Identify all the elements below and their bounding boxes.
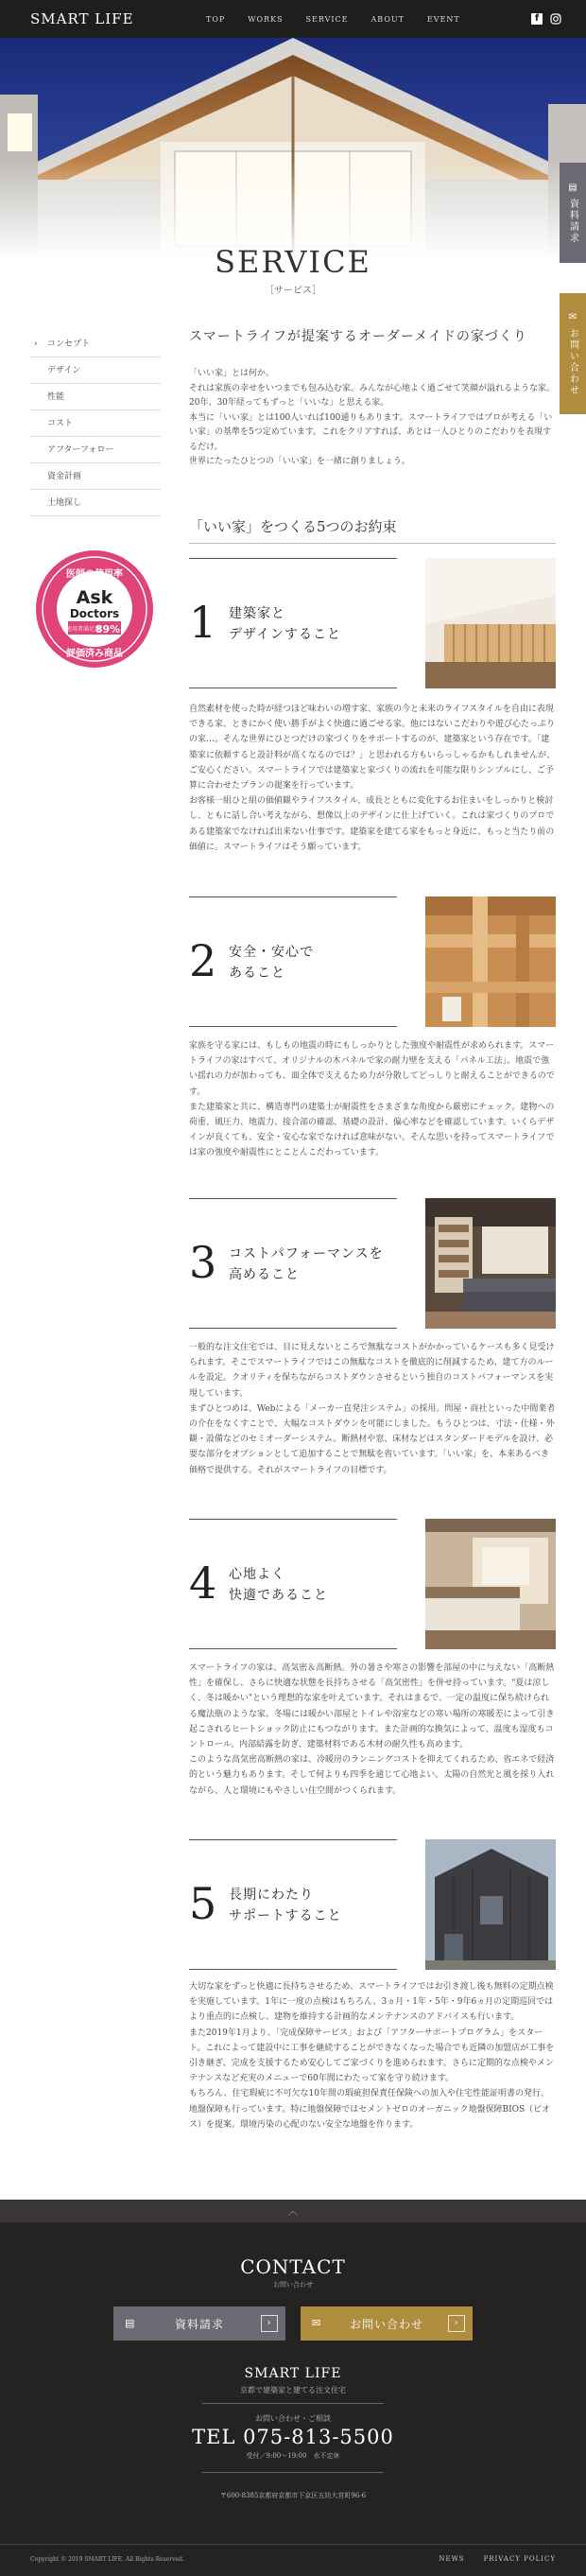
divider [189,1648,397,1649]
promise-number: 2 [189,935,217,986]
body-paragraph: 自然素材を使った時が経つほど味わいの増す家、家族の今と未来のライフスタイルを自由に表現できる家、ときにかく使い勝手がよく快適に過ごせる家。他にはないこだわりや遊び心たっぷりの家…。そんな世界にひとつだけの家づくりをサポートするのが、建築家という存在です。「建築家に依頼すると設計料が高くなるのでは？」と思われる方もいらっしゃるかもしれませんが、ご安心ください。スマートライフでは建築家と家づくりの流れを可能な限りシンプルにし、ご予算に合わせたプランの提案を行っています。 [189,705,556,792]
document-icon: ▤ [125,2317,136,2329]
nav-service[interactable]: SERVICE [305,14,349,24]
badge-bottom-text: 評価済み商品 [66,649,123,659]
sidebar-item-funding[interactable]: 資金計画 [30,463,161,490]
lead-paragraph: 世界にたったひとつの「いい家」を一緒に創りましょう。 [189,457,410,466]
promise-2-photo [425,896,556,1027]
promise-3-body [189,1340,556,1478]
promise-title-line-1: 建築家と [229,606,285,621]
footer-links [439,2555,556,2563]
promise-1-photo [425,558,556,688]
mail-icon: ✉ [568,311,577,322]
lead-text [189,367,556,470]
promise-title-line-2: 快適であること [229,1588,328,1603]
footer-tagline: 京都で建築家と建てる注文住宅 [240,2386,346,2394]
site-header [0,0,586,38]
footer-link-news[interactable]: NEWS [439,2555,465,2563]
divider [202,2472,384,2473]
promise-heading: 「いい家」をつくる5つのお約束 [189,516,556,544]
badge-name-1: Ask [76,587,113,608]
document-icon: ▤ [568,182,577,193]
footer-bottom-bar [0,2544,586,2576]
body-paragraph: スマートライフの家は、高気密＆高断熱。外の暑さや寒さの影響を部屋の中に与えない「高断熱性」を確保し、さらに快適な状態を長持ちさせる「高気密性」を併せ持っています。"夏は涼しく、冬は暖かい"という理想的な家を叶えています。それはまるで、一定の温度に保ち続けられる魔法瓶のような家。冬場には暖かい部屋とトイレや浴室などの寒い場所の寒暖差によって引き起こされるヒートショック防止にもつながります。また計画的な換気によって、温度も湿度もコントロール。内部結露を防ぎ、建築材料である木材の耐久性も高めます。 [189,1663,555,1750]
promise-3-header [189,1198,556,1331]
promise-number: 1 [189,597,217,648]
badge-rate-label: 使用者満足度 [65,626,101,633]
body-paragraph: 大切な家をずっと快適に長持ちさせるため、スマートライフではお引き渡し後も無料の定期点検を実施しています。1年に一度の点検はもちろん、3ヵ月・1年・5年・9年6ヵ月の定期巡回ではより重点的に点検し、建物を維持する計画的なメンテナンスのアドバイスも行います。 [189,1982,554,2023]
body-paragraph: お客様一組ひと組の価値観やライフスタイル、成長とともに変化するお住まいをしっかりと検討し、ともに話し合い考えながら、想像以上のデザインに仕上げていく。これは家づくりのプロである建築家でなければ出来ない仕事です。建築家を建てる家をもっと身近に、もっと当たり前の価値に。スマートライフはそう願っています。 [189,796,555,852]
promise-title-line-1: 長期にわたり [229,1888,314,1903]
inquiry-side-tab-label: お問い合わせ [567,327,578,396]
promise-5-header [189,1839,556,1972]
promise-5-body [189,1979,556,2132]
main-nav [200,15,483,24]
promise-number: 3 [189,1237,217,1288]
body-paragraph: まずひとつめは、Webによる「メーカー直発注システム」の採用。問屋・商社といった中間業者の介在をなくすことで、大幅なコストダウンを可能にしました。もうひとつは、寸法・仕様・外観・設備などのセミオーダーシステム。断熱材や窓、床材などはスタンダードモデルを設け、必要な部分をオプションとして追加することで無駄を省いています。「いい家」を、本来あるべき価格で提供する。それがスマートライフの目標です。 [189,1403,556,1475]
facebook-icon[interactable]: f [531,13,543,25]
body-paragraph: もちろん、住宅瑕疵に不可欠な10年間の瑕疵担保責任保険への加入や住宅性能証明書の発行、地盤保障も行っています。特に地盤保障ではセメントゼロのオーガニック地盤保障BIOS（ビオス）を提案。環境汚染の心配のない安全な地盤を作ります。 [189,2089,551,2130]
tel-label: お問い合わせ・ご相談 [255,2414,331,2423]
body-paragraph: 家族を守る家には、もしもの地震の時にもしっかりとした強度や耐震性が求められます。スマートライフの家はすべて、オリジナルの木パネルで家の耐力壁を支える「パネル工法」。地震で強い揺れの力が加わっても、面全体で支えるため力が分散してどっしりと耐えることができるのです。 [189,1041,555,1097]
badge-name-2: Doctors [69,607,120,620]
promise-2-header [189,896,556,1029]
footer-link-privacy[interactable]: PRIVACY POLICY [483,2555,556,2563]
page-top-button[interactable]: ︿ [0,2200,586,2222]
promise-number: 4 [189,1558,217,1609]
sidebar-item-concept[interactable]: › コンセプト [30,331,161,357]
divider [189,1839,397,1840]
promise-title-line-2: あること [229,966,285,981]
lead-paragraph: 本当に「いい家」とは100人いれば100通りもあります。スマートライフではプロが考える「いい家」の基準を5つ定めています。これをクリアすれば、あとは一人ひとりのこだわりを表現するだけ。 [189,412,553,452]
promise-title-line-1: 安全・安心で [229,945,314,960]
sidebar-nav [30,331,161,516]
instagram-icon[interactable] [550,13,561,25]
badge-rate: 89% [95,623,121,635]
promise-1-body [189,702,556,855]
site-logo[interactable]: SMART LIFE [30,10,134,27]
promise-2-body [189,1038,556,1161]
divider [189,896,397,897]
promise-title-line-2: サポートすること [229,1908,342,1923]
footer-logo[interactable]: SMART LIFE [244,2366,342,2381]
promise-3-photo [425,1198,556,1329]
nav-event[interactable]: EVENT [426,14,460,24]
sidebar-item-cost[interactable]: コスト [30,410,161,437]
chevron-right-icon: › [448,2315,465,2332]
inquiry-side-tab[interactable] [560,293,586,414]
inquiry-button-label: お問い合わせ [349,2317,423,2331]
ask-doctors-badge[interactable] [34,548,155,670]
chevron-right-icon: › [261,2315,278,2332]
phone-number[interactable]: TEL 075-813-5500 [192,2426,394,2448]
address: 〒600-8385京都府京都市下京区五坊大宮町96-6 [219,2492,367,2499]
sidebar-item-land[interactable]: 土地探し [30,490,161,516]
promise-number: 5 [189,1878,217,1929]
promise-4-photo [425,1519,556,1649]
body-paragraph: また建築家と共に、構造専門の建築士が耐震性をさまざまな角度から厳密にチェック。建物への荷重、風圧力、地震力、接合部の確認、基礎の設計、偏心率などを確認しています。いくらデザインが良くても、安全・安心な家でなければ意味がない。そんな思いを持ってスマートライフでは家の強度や耐震性にとことんこだわっています。 [189,1102,555,1158]
business-hours: 受付／9:00〜19:00 水不定休 [246,2452,340,2460]
promise-title-line-1: 心地よく [229,1567,285,1582]
promise-4-header [189,1519,556,1651]
nav-works[interactable]: WORKS [248,14,284,24]
social-links [531,13,561,25]
brochure-side-tab-label: 資料請求 [567,198,578,244]
inquiry-button[interactable] [301,2306,473,2341]
promise-title-line-2: デザインすること [229,627,342,642]
body-paragraph: また2019年1月より、「完成保障サービス」および「アフターサポートプログラム」をスタート。これによって建設中に工事を継続することができなくなった場合でも近隣の加盟店が工事を引き継ぎ、完成を支援するため安心してご家づくりを進められます。さらに定期的な点検やメンテナンスなど充実のメニューで60年間にわたって家を守り続けます。 [189,2028,555,2084]
hero-image [0,38,586,260]
promise-4-body [189,1661,556,1799]
badge-top-text: 医師の使用率 [66,569,123,580]
divider [189,1519,397,1520]
sidebar-item-performance[interactable]: 性能 [30,384,161,410]
promise-1-header [189,558,556,690]
mail-icon: ✉ [312,2317,322,2329]
promise-5-photo [425,1839,556,1970]
divider [189,1328,397,1329]
body-paragraph: 一般的な注文住宅では、目に見えないところで無駄なコストがかかっているケースも多く見受けられます。そこでスマートライフではこの無駄なコストを徹底的に削減するため、建て方のルールを設定。クオリティを保ちながらコストダウンさせるという独自のコストパフォーマンスを実現しています。 [189,1343,555,1399]
contact-subtitle: お問い合わせ [273,2281,313,2289]
divider [189,558,397,559]
divider [189,1026,397,1027]
body-paragraph: このような高気密高断熱の家は、冷暖房のランニングコストを抑えてくれるため、省エネで経済的という魅力もあります。そして何よりも四季を通じて心地よい。太陽の自然光と風を採り入れながら、人と環境にもやさしい住空間がつくられます。 [189,1755,555,1796]
promise-title-line-1: コストパフォーマンスを [229,1246,384,1262]
divider [202,2403,384,2404]
divider [189,1198,397,1199]
lead-title: スマートライフが提案するオーダーメイドの家づくり [189,329,527,344]
divider [189,1969,397,1970]
brochure-button[interactable] [113,2306,285,2341]
lead-paragraph: それは家族の幸せをいつまでも包み込む家。みんなが心地よく過ごせて笑顔が溢れるような家。20年、30年経ってもずっと「いいな」と思える家。 [189,383,556,408]
lead-paragraph: 「いい家」とは何か。 [189,369,275,378]
brochure-button-label: 資料請求 [174,2317,224,2331]
nav-about[interactable]: ABOUT [371,14,405,24]
sidebar-item-design[interactable]: デザイン [30,357,161,384]
page-subtitle: ［サービス］ [265,286,321,296]
copyright: Copyright © 2019 SMART LIFE. All Rights Reserved. [30,2556,184,2563]
brochure-side-tab[interactable] [560,163,586,263]
sidebar-item-aftercare[interactable]: アフターフォロー [30,437,161,463]
promise-title-line-2: 高めること [229,1267,300,1282]
page-title: SERVICE [215,244,371,280]
nav-top[interactable]: TOP [206,14,226,24]
contact-title: CONTACT [240,2255,346,2278]
